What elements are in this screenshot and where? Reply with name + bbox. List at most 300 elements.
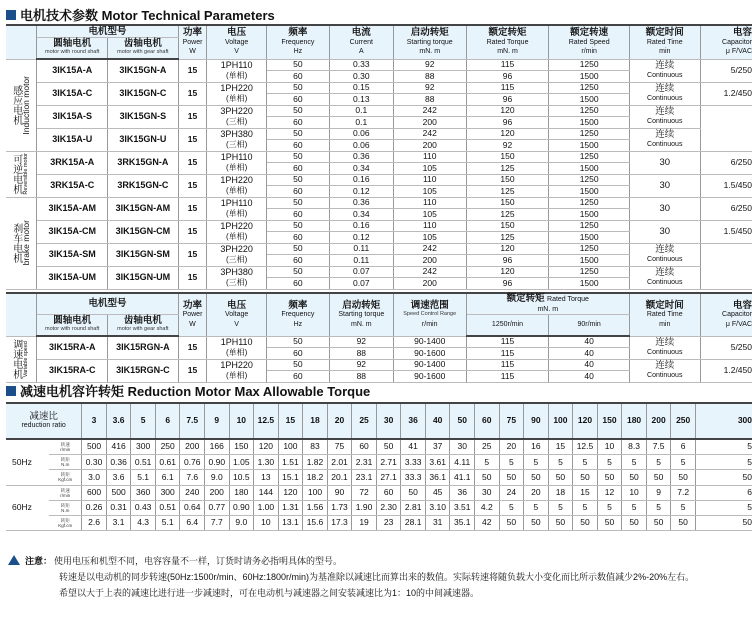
current-value: 0.15 [329, 82, 393, 94]
torque-value: 15 [573, 485, 598, 500]
current-value: 0.12 [329, 186, 393, 198]
warning-icon [8, 555, 20, 565]
ratio-header: 100 [548, 403, 573, 439]
starting-torque-header: 启动转矩 Starting torque mN. m [329, 293, 393, 336]
round-shaft-model: 3IK15A-U [37, 128, 108, 151]
starting-torque-value: 110 [393, 174, 466, 186]
gear-shaft-model: 3IK15GN-UM [108, 266, 179, 289]
ratio-label-en: reduction ratio [21, 422, 66, 429]
torque-value: 15.1 [278, 470, 303, 485]
rated-speed-value: 1250 [549, 82, 630, 94]
category-cn: 感应电机 [10, 85, 22, 125]
row-label-unit: Kgf.cm [58, 523, 73, 529]
power-value: 15 [178, 59, 207, 82]
torque-value: 50 [695, 470, 752, 485]
rated-time-en: Continuous [647, 71, 683, 79]
table-row [6, 266, 752, 278]
ratio-header: 36 [401, 403, 426, 439]
speed-range-value: 90-1600 [393, 371, 466, 383]
frequency-value: 60 [266, 117, 329, 129]
starting-torque-header: 启动转矩 Starting torque mN. m [393, 25, 466, 59]
frequency-header: 频率 Frequency Hz [266, 25, 329, 59]
capacitor-value: 1.2/450 [700, 82, 752, 105]
torque-value: 5 [597, 500, 622, 515]
rated-time-value [629, 220, 700, 243]
row-label-cn: 转矩 [60, 457, 70, 463]
torque-value: 5 [646, 500, 671, 515]
torque-value: 50 [622, 515, 647, 530]
round-shaft-model: 3RK15A-A [37, 151, 108, 174]
starting-torque-value: 88 [393, 94, 466, 106]
section-title-reduction-torque: 减速电机容许转矩 Reduction Motor Max Allowable Torque [6, 381, 370, 400]
starting-torque-value: 200 [393, 255, 466, 267]
starting-torque-value: 92 [329, 336, 393, 348]
starting-torque-value: 92 [393, 82, 466, 94]
torque-value: 17.3 [327, 515, 352, 530]
torque-value: 4.2 [475, 500, 500, 515]
torque-value: 12 [597, 485, 622, 500]
torque-value: 300 [155, 485, 180, 500]
category-label-wrap [6, 76, 36, 135]
power-value: 15 [178, 151, 207, 174]
ratio-header: 25 [352, 403, 377, 439]
torque-value: 1.00 [254, 500, 279, 515]
torque-value: 0.77 [205, 500, 230, 515]
rated-torque-value: 120 [466, 128, 549, 140]
rated-time-cn: 连续 [655, 83, 675, 94]
torque-value: 41 [401, 439, 426, 455]
voltage-value [207, 220, 267, 243]
frequency-value: 60 [266, 371, 329, 383]
phase-text: (单相) [225, 231, 248, 241]
torque-value: 3.1 [106, 515, 131, 530]
rated-torque-value: 120 [466, 243, 549, 255]
model-type-header: 电机型号 [37, 293, 178, 315]
rated-speed-value: 1250 [549, 128, 630, 140]
rated-torque-header: 额定转矩 Rated Torque mN. m [466, 293, 629, 315]
voltage-value [207, 105, 267, 128]
frequency-header: 频率 Frequency Hz [266, 293, 329, 336]
rated-time-cn: 30 [659, 179, 671, 191]
torque-value: 0.90 [205, 455, 230, 470]
rated-time-en: Continuous [647, 255, 683, 263]
rated-torque-value: 150 [466, 151, 549, 163]
torque-value: 28.1 [401, 515, 426, 530]
torque-value: 600 [82, 485, 107, 500]
voltage-value [207, 197, 267, 220]
current-value: 0.11 [329, 243, 393, 255]
torque-value: 100 [278, 439, 303, 455]
rated-torque-value: 125 [466, 163, 549, 175]
table-row [6, 197, 752, 209]
torque-value: 7.6 [180, 470, 205, 485]
torque-value: 75 [327, 439, 352, 455]
row-label-unit: Kgf.cm [58, 477, 73, 483]
round-shaft-model: 3RK15A-C [37, 174, 108, 197]
torque-value: 180 [229, 485, 254, 500]
rated-speed-value: 1250 [549, 197, 630, 209]
rated-time-cn: 连续 [655, 337, 675, 348]
ratio-header: 18 [303, 403, 328, 439]
torque-1250-value: 115 [466, 359, 549, 371]
torque-value: 4.11 [450, 455, 475, 470]
model-type-header: 电机型号 [37, 25, 178, 38]
torque-value: 2.81 [401, 500, 426, 515]
frequency-value: 50 [266, 243, 329, 255]
torque-value: 15 [548, 439, 573, 455]
table-row [6, 151, 752, 163]
current-value: 0.1 [329, 105, 393, 117]
rated-torque-value: 120 [466, 105, 549, 117]
torque-value: 13 [254, 470, 279, 485]
frequency-value: 60 [266, 140, 329, 152]
rated-time-cn: 连续 [655, 60, 675, 71]
torque-value: 3.61 [425, 455, 450, 470]
voltage-header: 电压 Voltage V [207, 293, 267, 336]
category-header [6, 25, 37, 59]
torque-value: 1.82 [303, 455, 328, 470]
torque-value: 300 [131, 439, 156, 455]
current-value: 0.12 [329, 232, 393, 244]
ratio-header: 75 [499, 403, 524, 439]
power-value: 15 [178, 82, 207, 105]
power-header: 功率 Power W [178, 25, 207, 59]
torque-value: 6 [671, 439, 696, 455]
torque-value: 6 [695, 485, 752, 500]
voltage-value [207, 359, 267, 382]
table-row [6, 485, 752, 500]
phase-text: (单相) [225, 93, 248, 103]
round-shaft-model: 3IK15A-A [37, 59, 108, 82]
torque-value: 20 [524, 485, 549, 500]
ratio-header: 3.6 [106, 403, 131, 439]
torque-value: 1.51 [278, 455, 303, 470]
round-shaft-header: 圆轴电机 motor with round shaft [37, 38, 108, 60]
torque-value: 60 [376, 485, 401, 500]
rated-time-value [629, 59, 700, 82]
torque-value: 10 [254, 515, 279, 530]
torque-value: 1.31 [278, 500, 303, 515]
rated-torque-value: 96 [466, 71, 549, 83]
row-label-cn: 转矩 [60, 502, 70, 508]
gear-shaft-model: 3IK15GN-AM [108, 197, 179, 220]
torque-value: 0.61 [155, 455, 180, 470]
torque-value: 1.90 [352, 500, 377, 515]
torque-value: 25 [475, 439, 500, 455]
frequency-value: 60 [266, 348, 329, 360]
torque-value: 50 [524, 515, 549, 530]
capacitor-value: 6/250 [700, 197, 752, 220]
torque-value: 50 [524, 470, 549, 485]
torque-value: 5.1 [155, 515, 180, 530]
rated-torque-value: 150 [466, 220, 549, 232]
current-value: 0.07 [329, 278, 393, 290]
round-shaft-model: 3IK15A-UM [37, 266, 108, 289]
starting-torque-value: 92 [393, 59, 466, 71]
current-value: 0.30 [329, 71, 393, 83]
rated-speed-header: 额定转速 Rated Speed r/min [549, 25, 630, 59]
ratio-header: 60 [475, 403, 500, 439]
round-shaft-model: 3IK15A-SM [37, 243, 108, 266]
rated-time-en: Continuous [647, 140, 683, 148]
torque-value: 42 [475, 515, 500, 530]
row-label-unit: N.m [61, 507, 70, 513]
torque-value: 10 [622, 485, 647, 500]
starting-torque-value: 110 [393, 197, 466, 209]
frequency-value: 60 [266, 71, 329, 83]
category-label [6, 197, 37, 289]
torque-value: 5 [671, 455, 696, 470]
ratio-header: 120 [573, 403, 598, 439]
torque-value: 416 [106, 439, 131, 455]
torque-value: 0.90 [229, 500, 254, 515]
rated-speed-value: 1250 [549, 266, 630, 278]
torque-value: 5 [671, 500, 696, 515]
current-value: 0.13 [329, 94, 393, 106]
motor-params-table [6, 24, 752, 290]
torque-value: 50 [475, 470, 500, 485]
ratio-header: 50 [450, 403, 475, 439]
power-value: 15 [178, 220, 207, 243]
section-title-motor-params: 电机技术参数 Motor Technical Parameters [6, 5, 275, 24]
notes: 注意： 使用电压和机型不同，电容容量不一样，订货时请务必指明具体的型号。 转速是以电动机的同步转速(50Hz:1500r/min、60Hz:1800r/min)为基准除以减速比而算出来的数值。实际转速将随负载大小变化而比所示数值减少2%-20%左右。 希望以大于上表的减速比进行进一步减速时，可在电动机与减速器之间安装减速比为1：10的中间减速器。 [8, 553, 694, 601]
category-en: brake motor [20, 220, 31, 266]
rated-speed-value: 1500 [549, 117, 630, 129]
capacitor-value: 5/250 [700, 336, 752, 359]
rated-speed-value: 1250 [549, 243, 630, 255]
torque-value: 2.01 [327, 455, 352, 470]
power-value: 15 [178, 243, 207, 266]
rated-time-value [629, 266, 700, 289]
current-value: 0.11 [329, 255, 393, 267]
voltage-value [207, 128, 267, 151]
rated-speed-value: 1500 [549, 278, 630, 290]
torque-value: 0.26 [82, 500, 107, 515]
torque-value: 0.51 [155, 500, 180, 515]
voltage-text: 3PH220 [220, 106, 253, 116]
starting-torque-value: 105 [393, 209, 466, 221]
torque-value: 0.43 [131, 500, 156, 515]
rated-speed-value: 1250 [549, 59, 630, 71]
torque-value: 10 [597, 439, 622, 455]
rated-torque-value: 96 [466, 117, 549, 129]
torque-value: 50 [573, 515, 598, 530]
category-label-wrap [6, 153, 36, 195]
category-cn: 刹车电机 [10, 222, 22, 263]
table-row [6, 105, 752, 117]
torque-90-value: 40 [549, 336, 630, 348]
torque-value: 144 [254, 485, 279, 500]
torque-value: 5 [499, 455, 524, 470]
gear-shaft-model: 3IK15GN-U [108, 128, 179, 151]
ratio-header: 3 [82, 403, 107, 439]
torque-value: 35.1 [450, 515, 475, 530]
rated-time-value [629, 174, 700, 197]
category-en: Variable speed [22, 340, 29, 378]
round-shaft-model: 3IK15A-S [37, 105, 108, 128]
frequency-value: 60 [266, 278, 329, 290]
rated-torque-value: 150 [466, 197, 549, 209]
gear-shaft-model: 3RK15GN-C [108, 174, 179, 197]
torque-value: 50 [646, 470, 671, 485]
torque-value: 36 [450, 485, 475, 500]
capacitor-value: 6/250 [700, 151, 752, 174]
gear-shaft-model: 3IK15GN-A [108, 59, 179, 82]
gear-shaft-model: 3IK15RGN-C [108, 359, 179, 382]
torque-value: 16 [524, 439, 549, 455]
gear-shaft-model: 3IK15RGN-A [108, 336, 179, 359]
torque-value: 1.73 [327, 500, 352, 515]
rated-time-en: Continuous [647, 117, 683, 125]
torque-value: 50 [597, 470, 622, 485]
torque-value: 1.30 [254, 455, 279, 470]
torque-90-value: 40 [549, 348, 630, 360]
torque-value: 2.30 [376, 500, 401, 515]
row-label [49, 485, 81, 500]
torque-value: 6.1 [155, 470, 180, 485]
torque-value: 50 [646, 515, 671, 530]
ratio-header: 15 [278, 403, 303, 439]
torque-value: 5.1 [131, 470, 156, 485]
torque-1250-value: 115 [466, 371, 549, 383]
category-en: Induction motor [20, 75, 31, 135]
torque-value: 31 [425, 515, 450, 530]
torque-value: 50 [548, 470, 573, 485]
torque-value: 9 [646, 485, 671, 500]
rated-time-cn: 连续 [655, 244, 675, 255]
row-label-unit: N.m [61, 462, 70, 468]
torque-value: 7.5 [646, 439, 671, 455]
voltage-value [207, 59, 267, 82]
row-label-cn: 转矩 [60, 472, 70, 478]
power-value: 15 [178, 197, 207, 220]
speed-range-value: 90-1400 [393, 359, 466, 371]
torque-value: 166 [205, 439, 230, 455]
torque-value: 3.6 [106, 470, 131, 485]
row-label [49, 515, 81, 530]
torque-value: 10.5 [229, 470, 254, 485]
rated-time-cn: 30 [659, 156, 671, 168]
rated-time-cn: 30 [659, 202, 671, 214]
ratio-header: 90 [524, 403, 549, 439]
torque-value: 5 [695, 500, 752, 515]
torque-value: 5 [622, 500, 647, 515]
rated-torque-value: 115 [466, 82, 549, 94]
rated-speed-value: 1500 [549, 94, 630, 106]
starting-torque-value: 200 [393, 278, 466, 290]
rated-time-value [629, 128, 700, 151]
starting-torque-value: 242 [393, 243, 466, 255]
row-label-cn: 转速 [60, 487, 70, 493]
voltage-text: 1PH220 [220, 83, 253, 93]
torque-value: 19 [352, 515, 377, 530]
torque-value: 23 [376, 515, 401, 530]
torque-value: 33.3 [401, 470, 426, 485]
torque-value: 3.51 [450, 500, 475, 515]
frequency-value: 60 [266, 163, 329, 175]
torque-value: 50 [376, 439, 401, 455]
torque-value: 27.1 [376, 470, 401, 485]
power-header: 功率 Power W [178, 293, 207, 336]
starting-torque-value: 110 [393, 220, 466, 232]
rated-speed-value: 1250 [549, 220, 630, 232]
gear-shaft-header: 齿轴电机 motor with gear shaft [108, 315, 179, 337]
torque-value: 0.36 [106, 455, 131, 470]
torque-value: 0.76 [180, 455, 205, 470]
torque-value: 5 [524, 455, 549, 470]
power-value: 15 [178, 266, 207, 289]
row-label [49, 439, 81, 455]
voltage-value [207, 174, 267, 197]
rated-time-en: Continuous [647, 348, 683, 356]
rated-speed-value: 1250 [549, 151, 630, 163]
table-row [6, 174, 752, 186]
torque-value: 36.1 [425, 470, 450, 485]
rated-time-cn: 连续 [655, 129, 675, 140]
voltage-text: 1PH110 [220, 337, 253, 347]
voltage-text: 1PH110 [220, 60, 253, 70]
ratio-header: 150 [597, 403, 622, 439]
category-cn: 调速电机 [10, 339, 22, 379]
gear-shaft-model: 3IK15GN-C [108, 82, 179, 105]
table-row [6, 500, 752, 515]
torque-value: 3.33 [401, 455, 426, 470]
voltage-text: 3PH380 [220, 129, 253, 139]
torque-value: 2.71 [376, 455, 401, 470]
ratio-header: 20 [327, 403, 352, 439]
ratio-header: 6 [155, 403, 180, 439]
section-square-icon [6, 10, 16, 20]
table-row [6, 439, 752, 455]
power-value: 15 [178, 128, 207, 151]
frequency-value: 50 [266, 82, 329, 94]
current-value: 0.36 [329, 197, 393, 209]
torque-value: 4.3 [131, 515, 156, 530]
frequency-value: 60 [266, 209, 329, 221]
rated-time-value [629, 82, 700, 105]
torque-value: 83 [303, 439, 328, 455]
torque-value: 2.6 [82, 515, 107, 530]
torque-value: 50 [499, 515, 524, 530]
rated-speed-value: 1500 [549, 140, 630, 152]
category-label [6, 59, 37, 151]
starting-torque-value: 105 [393, 232, 466, 244]
torque-1250-header: 1250r/min [466, 315, 549, 337]
torque-value: 5 [695, 439, 752, 455]
starting-torque-value: 242 [393, 105, 466, 117]
torque-value: 2.31 [352, 455, 377, 470]
torque-value: 200 [180, 439, 205, 455]
rated-speed-value: 1250 [549, 105, 630, 117]
ratio-header: 12.5 [254, 403, 279, 439]
category-header [6, 293, 37, 336]
table-row [6, 336, 752, 348]
voltage-header: 电压 Voltage V [207, 25, 267, 59]
torque-value: 5 [622, 455, 647, 470]
ratio-header: 250 [671, 403, 696, 439]
row-label [49, 470, 81, 485]
torque-value: 0.30 [82, 455, 107, 470]
rated-time-value [629, 359, 700, 382]
voltage-text: 1PH220 [220, 221, 253, 231]
gear-shaft-model: 3IK15GN-SM [108, 243, 179, 266]
torque-90-header: 90r/min [549, 315, 630, 337]
torque-1250-value: 115 [466, 336, 549, 348]
table-row [6, 128, 752, 140]
rated-speed-value: 1500 [549, 209, 630, 221]
gear-shaft-header: 齿轴电机 motor with gear shaft [108, 38, 179, 60]
current-value: 0.34 [329, 163, 393, 175]
